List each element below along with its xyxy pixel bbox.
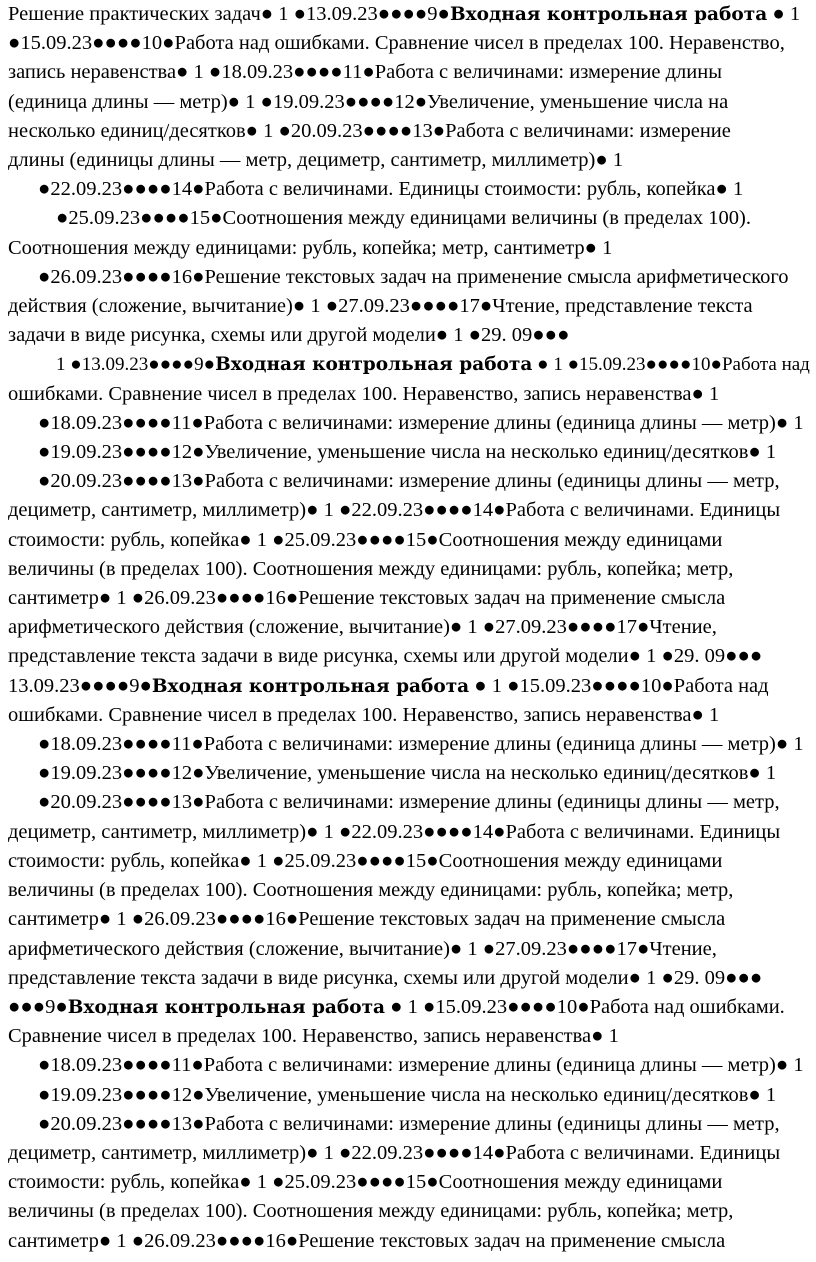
bold-heading: Входная контрольная работа xyxy=(215,354,533,376)
line-text: ●20.09.23●●●●13●Работа с величинами: измерение длины (единицы длины — метр, xyxy=(38,1112,780,1135)
text-line xyxy=(8,88,810,117)
text-line xyxy=(8,204,810,233)
text-line xyxy=(8,350,810,379)
line-text: задачи в виде рисунка, схемы или другой модели● 1 ●29. 09●●● xyxy=(8,324,570,347)
text-line xyxy=(8,438,810,467)
line-text: сантиметр● 1 ●26.09.23●●●●16●Решение текстовых задач на применение смысла xyxy=(8,1229,726,1252)
text-line xyxy=(8,1051,810,1080)
text-line xyxy=(8,146,810,175)
bold-heading: Входная контрольная работа xyxy=(151,675,470,697)
text-line xyxy=(8,409,810,438)
line-text: ошибками. Сравнение чисел в пределах 100. Неравенство, запись неравенства● 1 xyxy=(8,382,720,405)
text-line xyxy=(8,1110,810,1139)
text-line xyxy=(8,1081,810,1110)
text-line xyxy=(8,263,810,292)
text-line xyxy=(8,555,810,584)
line-text: Решение практических задач● 1 ●13.09.23●●●●9● xyxy=(8,3,450,25)
text-line xyxy=(8,380,810,409)
text-line xyxy=(8,234,810,263)
line-text: (единица длины — метр)● 1 ●19.09.23●●●●12●Увеличение, уменьшение числа на xyxy=(8,90,729,113)
line-text: ●18.09.23●●●●11●Работа с величинами: измерение длины (единица длины — метр)● 1 xyxy=(38,1054,804,1077)
line-text: длины (единицы длины — метр, дециметр, сантиметр, миллиметр)● 1 xyxy=(8,149,624,172)
line-text: 1 ●13.09.23●●●●9● xyxy=(56,354,216,376)
text-line xyxy=(8,701,810,730)
line-text: ошибками. Сравнение чисел в пределах 100. Неравенство, запись неравенства● 1 xyxy=(8,703,720,726)
text-line xyxy=(8,905,810,934)
text-line xyxy=(8,496,810,525)
text-line xyxy=(8,964,810,993)
text-line xyxy=(8,818,810,847)
line-text-rest: ● 1 ●15.09.23●●●●10●Работа над ошибками. xyxy=(385,995,785,1018)
line-text: стоимости: рубль, копейка● 1 ●25.09.23●●●●15●Соотношения между единицами xyxy=(8,849,723,872)
line-text: величины (в пределах 100). Соотношения между единицами: рубль, копейка; метр, xyxy=(8,557,734,580)
bold-heading: Входная контрольная работа xyxy=(449,4,768,25)
line-text: представление текста задачи в виде рисунка, схемы или другой модели● 1 ●29. 09●●● xyxy=(8,645,763,668)
line-text-rest: ● 1 ●15.09.23●●●●10●Работа над xyxy=(532,354,810,376)
text-line xyxy=(8,0,810,29)
text-line xyxy=(8,1139,810,1168)
line-text: ●25.09.23●●●●15●Соотношения между единицами величины (в пределах 100). xyxy=(56,207,751,230)
line-text: ●20.09.23●●●●13●Работа с величинами: измерение длины (единицы длины — метр, xyxy=(38,791,780,814)
text-line xyxy=(8,117,810,146)
text-line xyxy=(8,730,810,759)
line-text: дециметр, сантиметр, миллиметр)● 1 ●22.09.23●●●●14●Работа с величинами. Единицы xyxy=(8,820,781,843)
text-line xyxy=(8,642,810,671)
text-line xyxy=(8,175,810,204)
line-text: арифметического действия (сложение, вычитание)● 1 ●27.09.23●●●●17●Чтение, xyxy=(8,937,717,960)
line-text: арифметического действия (сложение, вычитание)● 1 ●27.09.23●●●●17●Чтение, xyxy=(8,616,717,639)
text-line xyxy=(8,672,810,701)
line-text: сантиметр● 1 ●26.09.23●●●●16●Решение текстовых задач на применение смысла xyxy=(8,587,726,610)
line-text: стоимости: рубль, копейка● 1 ●25.09.23●●●●15●Соотношения между единицами xyxy=(8,1171,723,1194)
line-text: ●●●9● xyxy=(8,995,68,1018)
line-text: ●19.09.23●●●●12●Увеличение, уменьшение числа на несколько единиц/десятков● 1 xyxy=(38,441,777,464)
line-text: величины (в пределах 100). Соотношения между единицами: рубль, копейка; метр, xyxy=(8,879,734,902)
line-text: сантиметр● 1 ●26.09.23●●●●16●Решение текстовых задач на применение смысла xyxy=(8,908,726,931)
text-line xyxy=(8,1168,810,1197)
text-line xyxy=(8,58,810,87)
line-text: несколько единиц/десятков● 1 ●20.09.23●●●●13●Работа с величинами: измерение xyxy=(8,119,731,142)
line-text: стоимости: рубль, копейка● 1 ●25.09.23●●●●15●Соотношения между единицами xyxy=(8,528,723,551)
text-line xyxy=(8,876,810,905)
line-text: запись неравенства● 1 ●18.09.23●●●●11●Работа с величинами: измерение длины xyxy=(8,61,722,84)
line-text: ●15.09.23●●●●10●Работа над ошибками. Сравнение чисел в пределах 100. Неравенство, xyxy=(8,32,785,55)
line-text: ●20.09.23●●●●13●Работа с величинами: измерение длины (единицы длины — метр, xyxy=(38,470,780,493)
line-text: представление текста задачи в виде рисунка, схемы или другой модели● 1 ●29. 09●●● xyxy=(8,966,763,989)
text-line xyxy=(8,935,810,964)
line-text: дециметр, сантиметр, миллиметр)● 1 ●22.09.23●●●●14●Работа с величинами. Единицы xyxy=(8,1141,781,1164)
line-text: 13.09.23●●●●9● xyxy=(8,674,152,697)
text-line xyxy=(8,613,810,642)
line-text: Соотношения между единицами: рубль, копейка; метр, сантиметр● 1 xyxy=(8,236,613,259)
line-text: величины (в пределах 100). Соотношения между единицами: рубль, копейка; метр, xyxy=(8,1200,734,1223)
text-line xyxy=(8,1227,810,1256)
text-line xyxy=(8,292,810,321)
text-line xyxy=(8,993,810,1022)
text-line xyxy=(8,1197,810,1226)
text-line xyxy=(8,1022,810,1051)
text-line xyxy=(8,526,810,555)
line-text-rest: ● 1 xyxy=(767,3,801,25)
bold-heading: Входная контрольная работа xyxy=(67,996,386,1018)
line-text: ●22.09.23●●●●14●Работа с величинами. Единицы стоимости: рубль, копейка● 1 xyxy=(38,178,744,201)
line-text: действия (сложение, вычитание)● 1 ●27.09.23●●●●17●Чтение, представление текста xyxy=(8,295,753,318)
line-text: дециметр, сантиметр, миллиметр)● 1 ●22.09.23●●●●14●Работа с величинами. Единицы xyxy=(8,499,781,522)
text-line xyxy=(8,467,810,496)
line-text: ●18.09.23●●●●11●Работа с величинами: измерение длины (единица длины — метр)● 1 xyxy=(38,411,804,434)
line-text: ●19.09.23●●●●12●Увеличение, уменьшение числа на несколько единиц/десятков● 1 xyxy=(38,1083,777,1106)
text-line xyxy=(8,321,810,350)
text-line xyxy=(8,788,810,817)
line-text: ●19.09.23●●●●12●Увеличение, уменьшение числа на несколько единиц/десятков● 1 xyxy=(38,762,777,785)
text-line xyxy=(8,29,810,58)
text-line xyxy=(8,759,810,788)
line-text: Сравнение чисел в пределах 100. Неравенство, запись неравенства● 1 xyxy=(8,1025,619,1048)
text-line xyxy=(8,847,810,876)
text-line xyxy=(8,584,810,613)
line-text-rest: ● 1 ●15.09.23●●●●10●Работа над xyxy=(469,674,769,697)
line-text: ●18.09.23●●●●11●Работа с величинами: измерение длины (единица длины — метр)● 1 xyxy=(38,733,804,756)
line-text: ●26.09.23●●●●16●Решение текстовых задач на применение смысла арифметического xyxy=(38,265,789,288)
